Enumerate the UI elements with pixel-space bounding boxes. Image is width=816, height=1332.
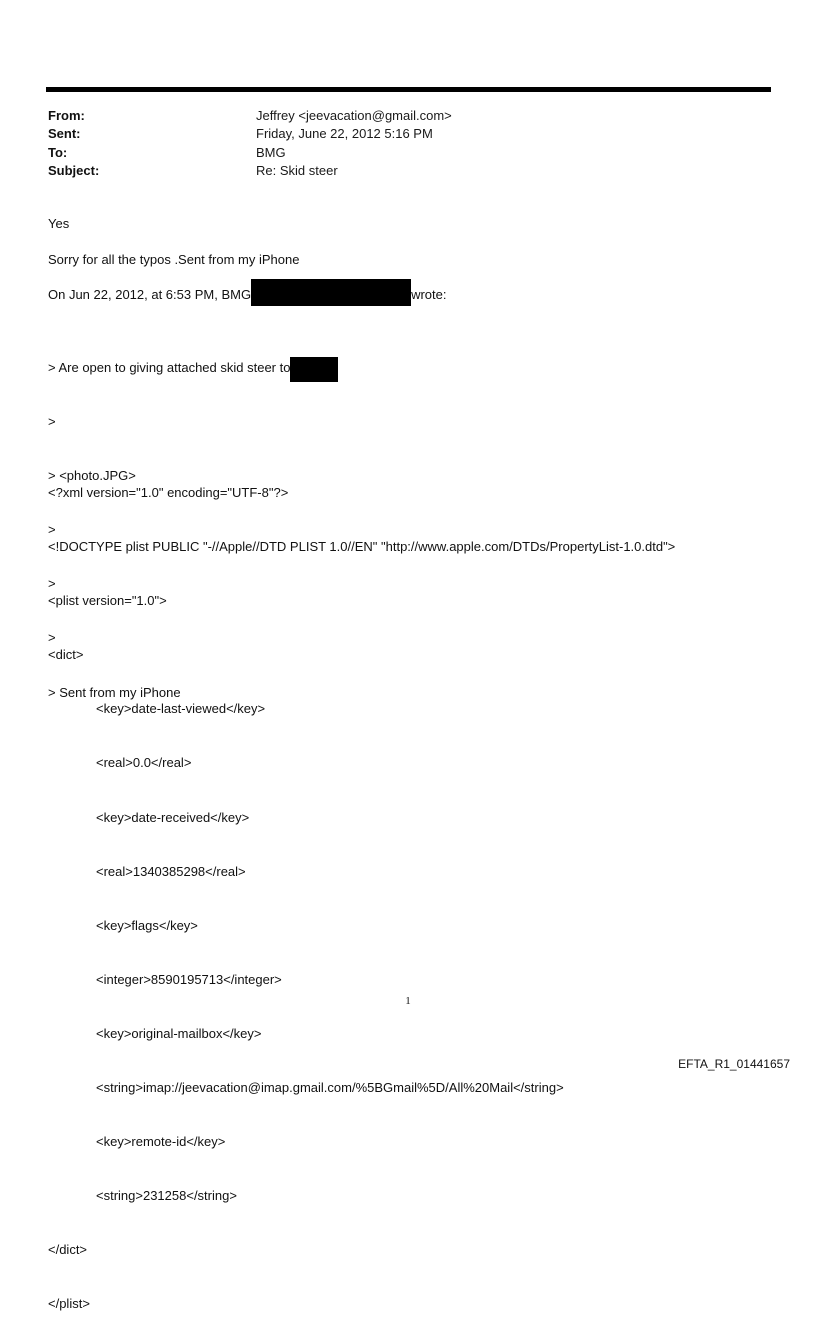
plist-line: <?xml version="1.0" encoding="UTF-8"?> [48,485,289,500]
plist-line: <real>1340385298</real> [96,863,246,879]
quote-intro-prefix: On Jun 22, 2012, at 6:53 PM, BMG [48,287,252,302]
sent-row [48,125,748,143]
quoted-line: > [48,522,56,538]
page-number: 1 [405,995,411,1007]
from-label: From: [48,108,85,123]
subject-row [48,162,748,180]
quoted-line: > <photo.JPG> [48,468,136,484]
from-value: Jeffrey <jeevacation@gmail.com> [256,108,452,123]
quote-intro [48,286,446,306]
plist-line: <key>flags</key> [96,917,198,933]
plist-line: </dict> [48,1242,88,1258]
plist-line: <key>date-last-viewed</key> [96,701,266,717]
plist-line: <key>original-mailbox</key> [96,1025,262,1041]
quoted-line: > [48,630,56,646]
redaction-block [251,279,411,306]
plist-line: <plist version="1.0"> [48,593,167,609]
quoted-line: > [48,414,56,430]
quoted-question [48,359,338,377]
subject-value: Re: Skid steer [256,162,338,178]
sent-value: Friday, June 22, 2012 5:16 PM [256,126,433,142]
plist-line: </plist> [48,1296,90,1312]
quoted-question-text: > Are open to giving attached skid steer to [48,360,291,375]
plist-line: <dict> [48,647,84,663]
quote-intro-suffix: wrote: [411,287,447,302]
plist-line: <key>date-received</key> [96,809,250,825]
sent-label: Sent: [48,126,81,142]
bates-number: EFTA_R1_01441657 [678,1057,790,1071]
signature-text: Sorry for all the typos .Sent from my iPhone [48,252,300,267]
reply-text: Yes [48,216,70,231]
to-value: BMG [256,144,286,160]
plist-line: <key>remote-id</key> [96,1134,226,1150]
plist-line: <string>imap://jeevacation@imap.gmail.com/%5BGmail%5D/All%20Mail</string> [96,1080,564,1096]
plist-block [48,448,675,1332]
plist-line: <integer>8590195713</integer> [96,971,282,987]
quoted-line: > [48,576,56,592]
to-label: To: [48,144,68,160]
to-row [48,144,748,162]
plist-line: <string>231258</string> [96,1188,237,1204]
email-header [48,107,748,180]
redaction-block [290,357,338,382]
header-rule [46,87,771,92]
subject-label: Subject: [48,162,100,178]
from-row [48,107,748,125]
quoted-line: > Sent from my iPhone [48,684,181,700]
plist-line: <!DOCTYPE plist PUBLIC "-//Apple//DTD PLIST 1.0//EN" "http://www.apple.com/DTDs/PropertyList-1.0.dtd"> [48,539,676,555]
plist-line: <real>0.0</real> [96,755,192,771]
